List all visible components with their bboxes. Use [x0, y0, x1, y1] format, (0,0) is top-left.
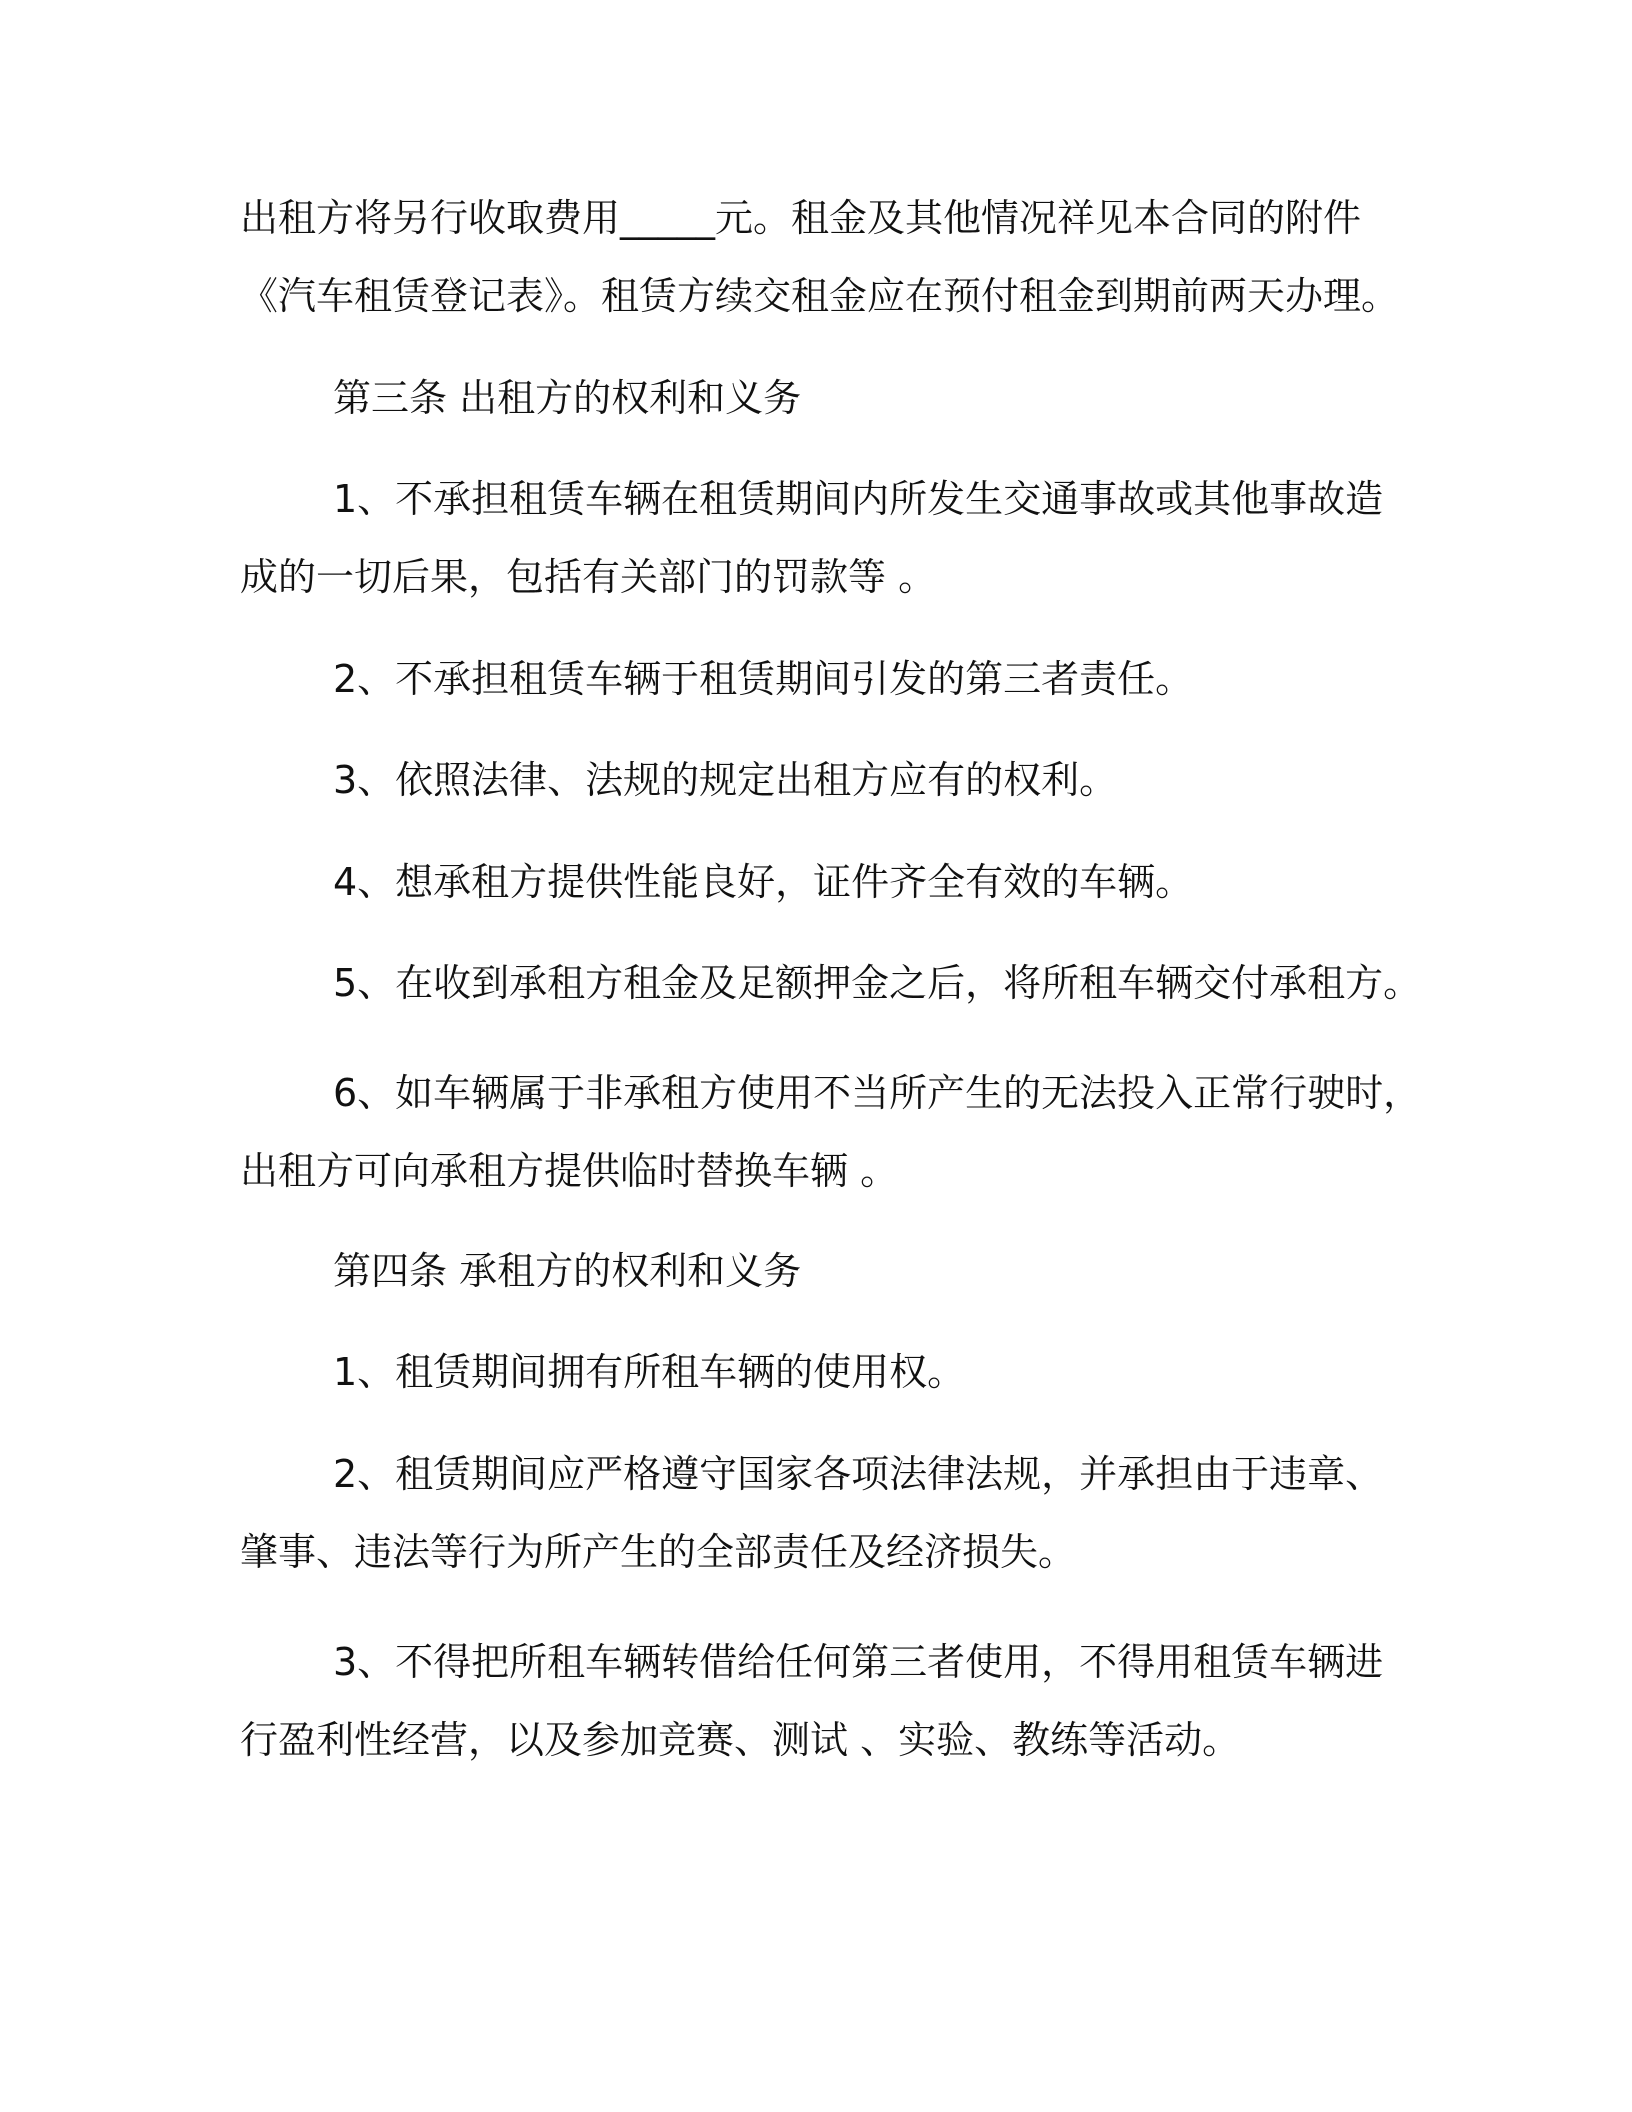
- text-line: 3、依照法律、法规的规定出租方应有的权利。: [333, 758, 1118, 802]
- text-line: 2、不承担租赁车辆于租赁期间引发的第三者责任。: [333, 657, 1194, 701]
- text-line: 出租方将另行收取费用_____元。租金及其他情况祥见本合同的附件: [240, 196, 1362, 240]
- section-heading: 第三条 出租方的权利和义务: [333, 376, 802, 420]
- text-line: 行盈利性经营，以及参加竞赛、测试 、实验、教练等活动。: [240, 1718, 1241, 1762]
- text-line: 出租方可向承租方提供临时替换车辆 。: [240, 1149, 899, 1193]
- text-line: 5、在收到承租方租金及足额押金之后，将所租车辆交付承租方。: [333, 961, 1422, 1005]
- text-line: 1、租赁期间拥有所租车辆的使用权。: [333, 1350, 966, 1394]
- text-line: 4、想承租方提供性能良好，证件齐全有效的车辆。: [333, 860, 1194, 904]
- text-line: 2、租赁期间应严格遵守国家各项法律法规，并承担由于违章、: [333, 1452, 1384, 1496]
- text-line: 肇事、违法等行为所产生的全部责任及经济损失。: [240, 1530, 1077, 1574]
- section-heading: 第四条 承租方的权利和义务: [333, 1249, 802, 1293]
- text-line: 《汽车租赁登记表》。租赁方续交租金应在预付租金到期前两天办理。: [240, 274, 1400, 318]
- text-line: 6、如车辆属于非承租方使用不当所产生的无法投入正常行驶时，: [333, 1071, 1422, 1115]
- text-line: 3、不得把所租车辆转借给任何第三者使用，不得用租赁车辆进: [333, 1640, 1384, 1684]
- text-line: 成的一切后果，包括有关部门的罚款等 。: [240, 555, 937, 599]
- text-line: 1、不承担租赁车辆在租赁期间内所发生交通事故或其他事故造: [333, 477, 1384, 521]
